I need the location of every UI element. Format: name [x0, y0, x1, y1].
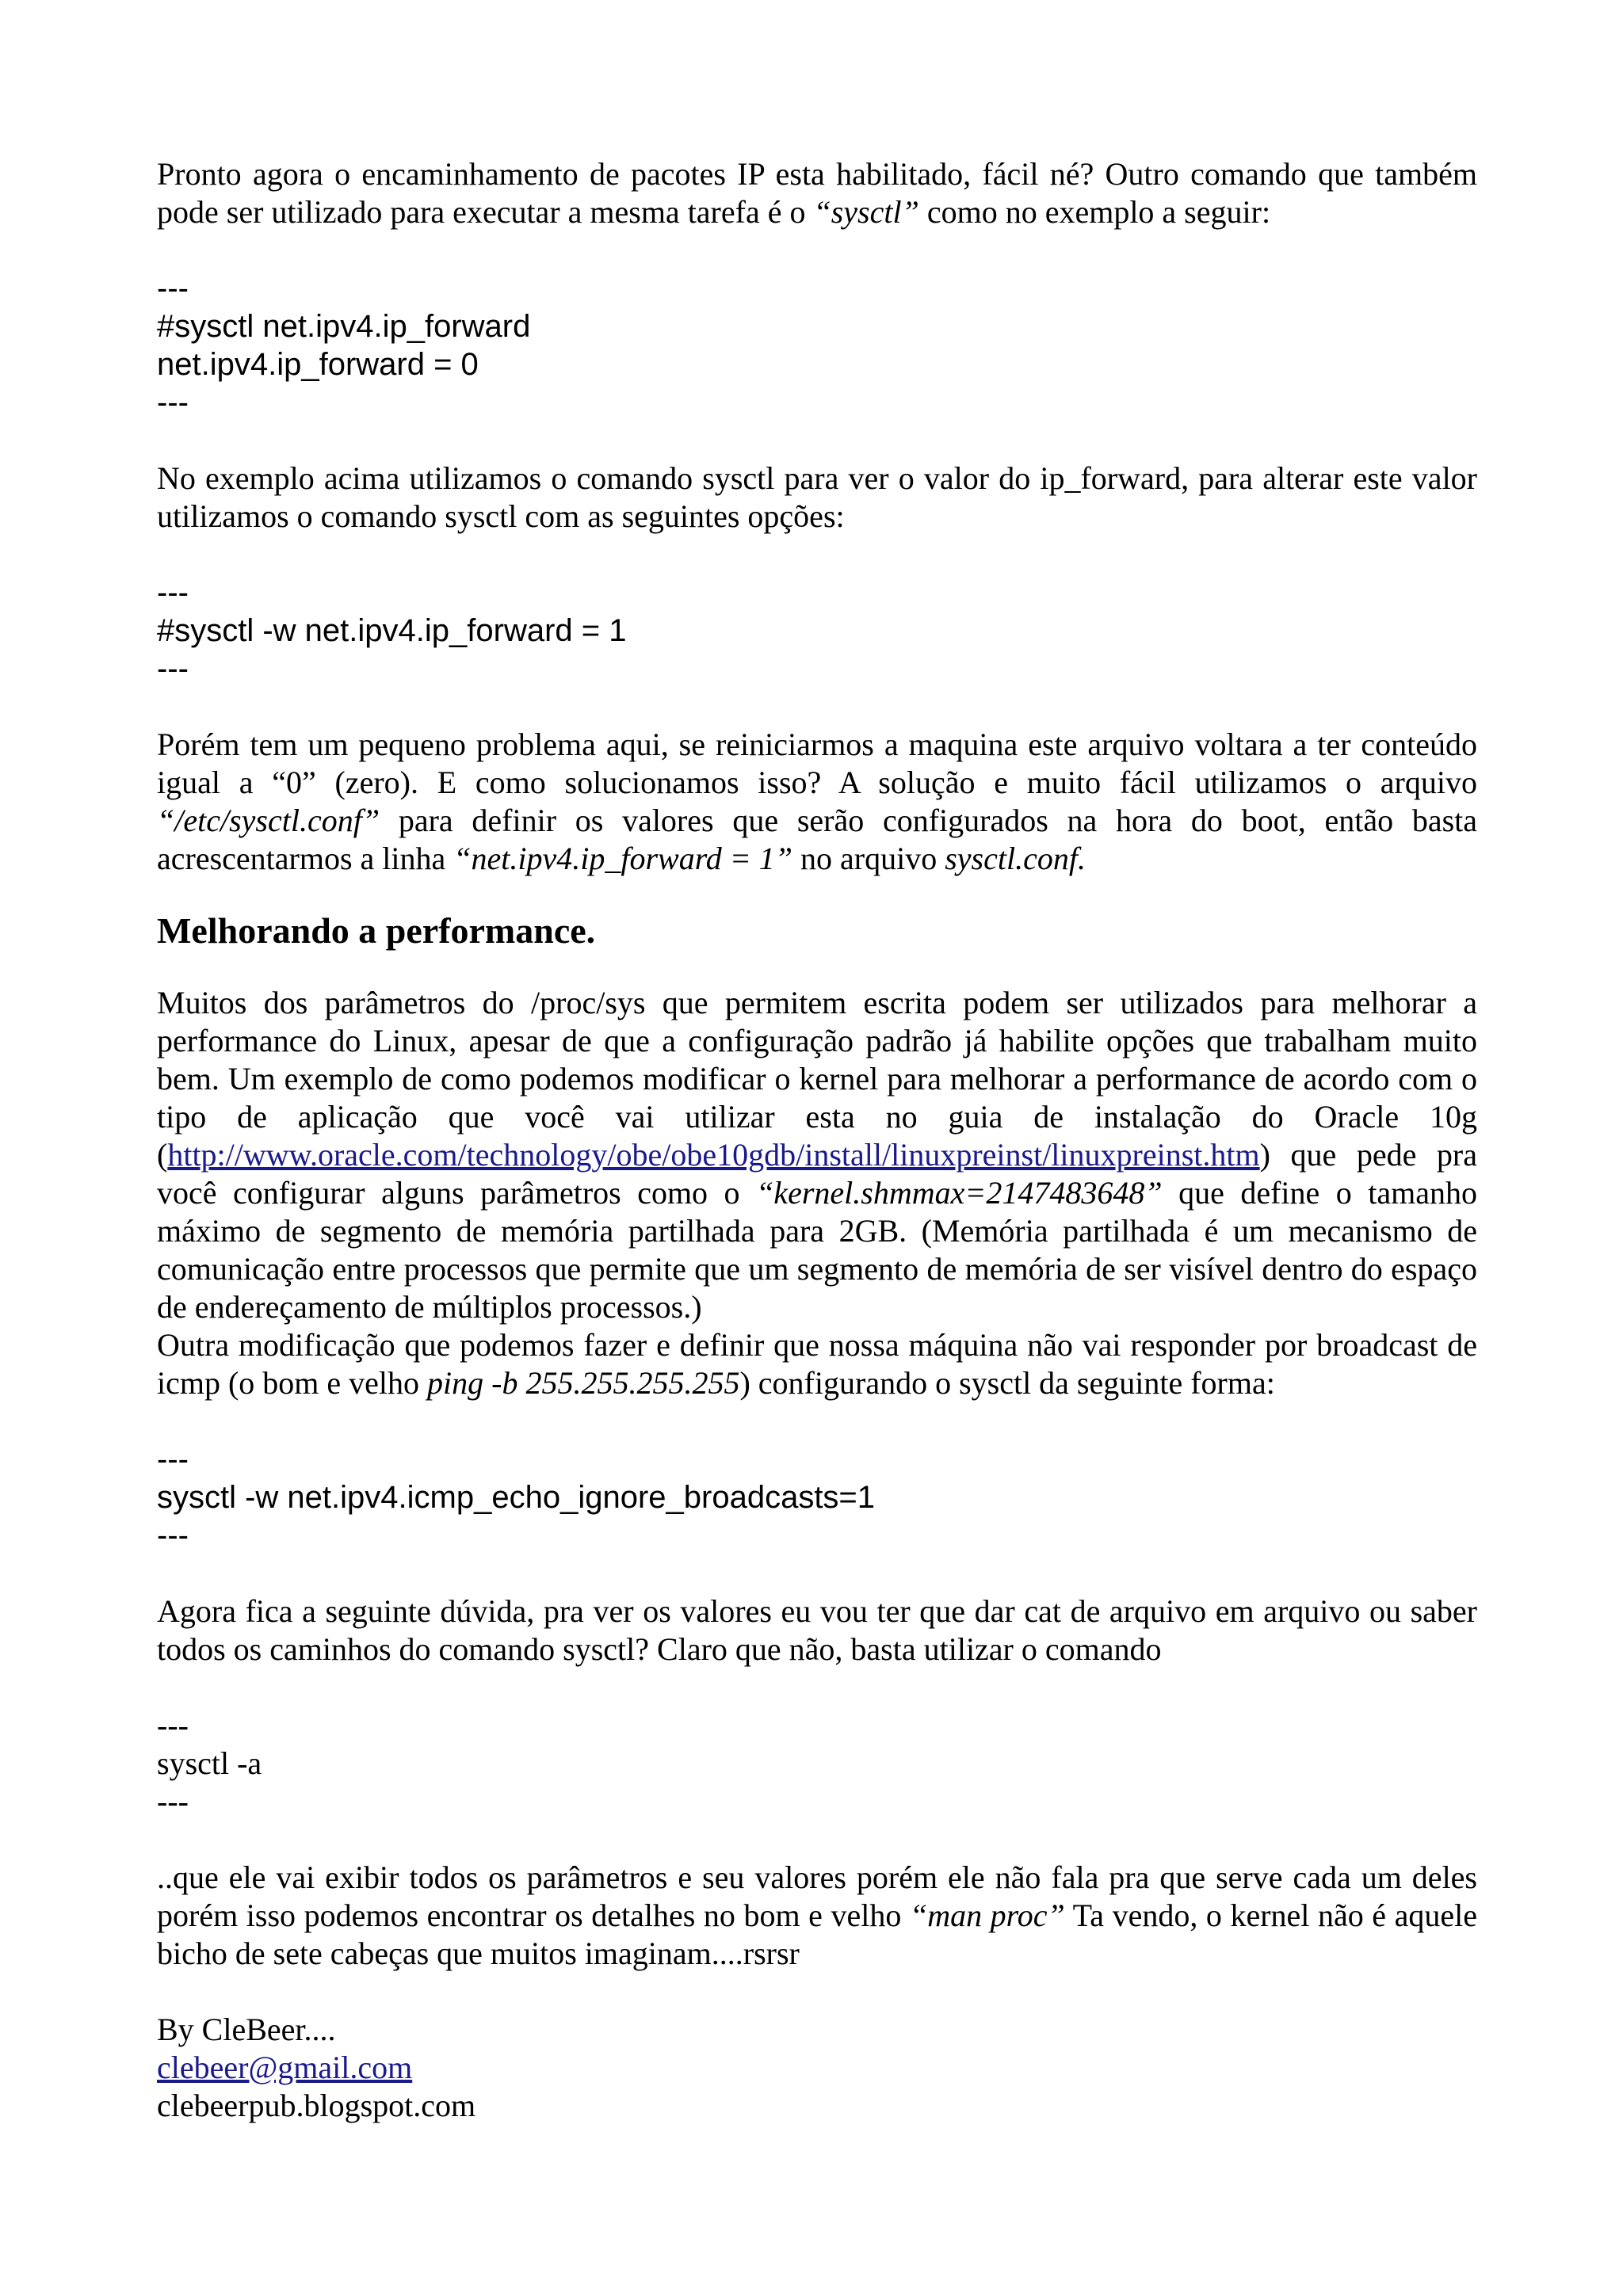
code-line: #sysctl -w net.ipv4.ip_forward = 1	[157, 613, 627, 648]
code-separator: ---	[157, 385, 189, 420]
oracle-guide-link[interactable]: http://www.oracle.com/technology/obe/obe10gdb/install/linuxpreinst/linuxpreinst.htm	[167, 1137, 1260, 1173]
blog-address: clebeerpub.blogspot.com	[157, 2088, 476, 2123]
code-separator: ---	[157, 1707, 189, 1743]
code-block-3	[157, 1440, 1477, 1554]
code-block-2	[157, 574, 1477, 688]
signature-author: By CleBeer....	[157, 2012, 336, 2047]
code-separator: ---	[157, 1518, 189, 1553]
sysctl-view-paragraph: No exemplo acima utilizamos o comando sysctl para ver o valor do ip_forward, para alterar este valor utilizamos o comando sysctl com as seguintes opções:	[157, 460, 1477, 534]
code-separator: ---	[157, 1783, 189, 1819]
intro-paragraph: Pronto agora o encaminhamento de pacotes IP esta habilitado, fácil né? Outro comando que também pode ser utilizado para executar a mesma tarefa é o “sysctl” como no exemplo a seguir:	[157, 156, 1477, 230]
icmp-paragraph: Outra modificação que podemos fazer e definir que nossa máquina não vai responder por broadcast de icmp (o bom e velho ping -b 255.255.255.255) configurando o sysctl da seguinte forma:	[157, 1327, 1477, 1401]
code-separator: ---	[157, 651, 189, 686]
code-separator: ---	[157, 1442, 189, 1477]
reboot-paragraph: Porém tem um pequeno problema aqui, se reiniciarmos a maquina este arquivo voltara a ter conteúdo igual a “0” (zero). E como solucionamos isso? A solução e muito fácil utilizamos o arquivo “/etc/sysctl.conf” para definir os valores que serão configurados na hora do boot, então basta acrescentarmos a linha “net.ipv4.ip_forward = 1” no arquivo sysctl.conf.	[157, 727, 1477, 876]
email-link[interactable]: clebeer@gmail.com	[157, 2050, 413, 2085]
document-page	[157, 155, 1477, 2125]
performance-paragraph: Muitos dos parâmetros do /proc/sys que permitem escrita podem ser utilizados para melhorar a performance do Linux, apesar de que a configuração padrão já habilite opções que trabalham muito bem. Um exemplo de como podemos modificar o kernel para melhorar a performance de acordo com o tipo de aplicação que você vai utilizar esta no guia de instalação do Oracle 10g (http://www.oracle.com/technology/obe/obe10gdb/install/linuxpreinst/linuxpreinst.htm) que pede pra você configurar alguns parâmetros como o “kernel.shmmax=2147483648” que define o tamanho máximo de segmento de memória partilhada para 2GB. (Memória partilhada é um mecanismo de comunicação entre processos que permite que um segmento de memória de ser visível dentro do espaço de endereçamento de múltiplos processos.)	[157, 985, 1477, 1325]
code-line: net.ipv4.ip_forward = 0	[157, 347, 479, 382]
code-block-4	[157, 1707, 1477, 1821]
code-separator: ---	[157, 271, 189, 306]
doubt-paragraph: Agora fica a seguinte dúvida, pra ver os valores eu vou ter que dar cat de arquivo em arquivo ou saber todos os caminhos do comando sysctl? Claro que não, basta utilizar o comando	[157, 1593, 1477, 1667]
code-block-1	[157, 269, 1477, 421]
code-line: sysctl -a	[157, 1745, 262, 1781]
code-line: sysctl -w net.ipv4.icmp_echo_ignore_broadcasts=1	[157, 1480, 876, 1515]
signature	[157, 2011, 1477, 2125]
code-separator: ---	[157, 575, 189, 610]
code-line: #sysctl net.ipv4.ip_forward	[157, 309, 531, 344]
section-heading: Melhorando a performance.	[157, 910, 596, 951]
outro-paragraph: ..que ele vai exibir todos os parâmetros e seu valores porém ele não fala pra que serve cada um deles porém isso podemos encontrar os detalhes no bom e velho “man proc” Ta vendo, o kernel não é aquele bicho de sete cabeças que muitos imaginam....rsrsr	[157, 1859, 1477, 1971]
